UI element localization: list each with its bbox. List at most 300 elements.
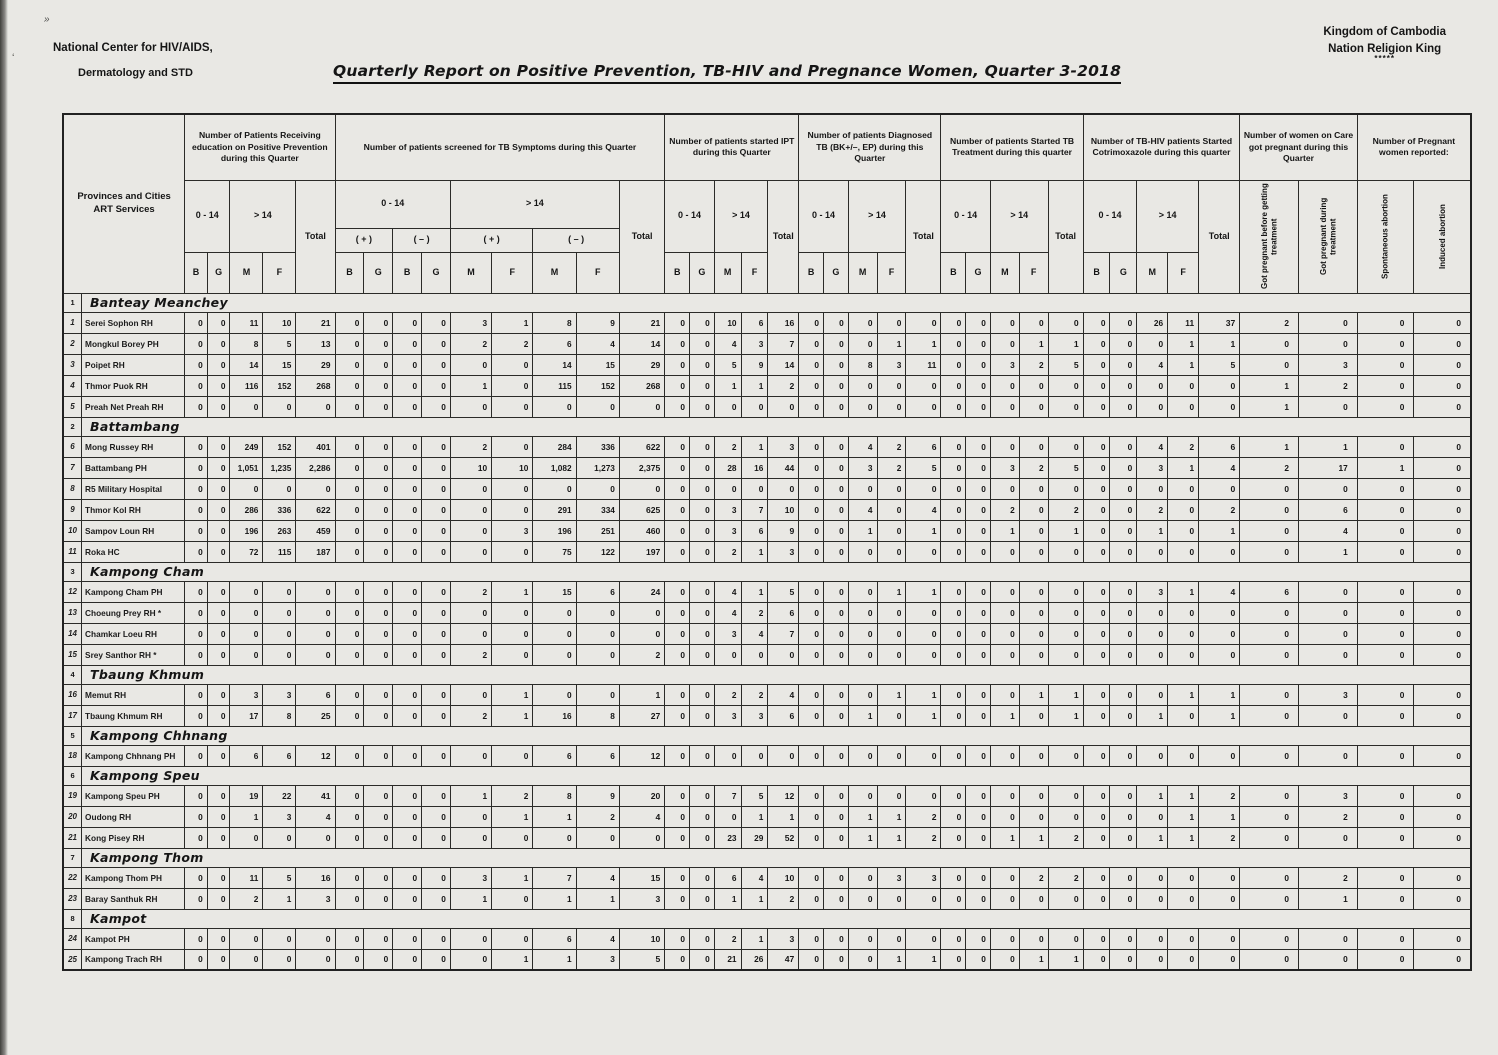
value-cell: 0 — [1168, 623, 1199, 644]
facility-name: Battambang PH — [82, 457, 185, 478]
value-cell: 1 — [450, 888, 491, 909]
value-cell: 0 — [1299, 827, 1358, 848]
value-cell: 0 — [799, 644, 824, 665]
scan-speck: » — [44, 14, 50, 25]
value-cell: 0 — [335, 541, 364, 562]
facility-row — [63, 499, 1471, 520]
value-cell: 0 — [393, 499, 422, 520]
value-cell: 2 — [714, 541, 741, 562]
scan-edge-artifact — [0, 0, 8, 1055]
value-cell: 0 — [185, 602, 208, 623]
subheader-negative: ( – ) — [393, 228, 451, 252]
value-cell: 6 — [768, 705, 799, 726]
value-cell: 0 — [690, 949, 715, 970]
value-cell: 0 — [1048, 478, 1083, 499]
value-cell: 0 — [1137, 333, 1168, 354]
subheader-positive: ( + ) — [335, 228, 393, 252]
subheader-female: F — [576, 252, 619, 293]
value-cell: 0 — [1110, 827, 1137, 848]
subheader-girls: G — [207, 252, 230, 293]
value-cell: 0 — [1019, 541, 1048, 562]
value-cell: 1 — [576, 888, 619, 909]
facility-name: Roka HC — [82, 541, 185, 562]
facility-number: 17 — [63, 705, 82, 726]
value-cell: 0 — [966, 827, 991, 848]
facility-number: 6 — [63, 436, 82, 457]
value-cell: 0 — [1168, 745, 1199, 766]
value-cell: 0 — [690, 457, 715, 478]
value-cell: 0 — [799, 457, 824, 478]
value-cell: 0 — [450, 520, 491, 541]
subheader-total: Total — [296, 180, 335, 293]
provinces-line2: ART Services — [93, 203, 155, 215]
value-cell: 0 — [1240, 623, 1299, 644]
value-cell: 2 — [1240, 312, 1299, 333]
value-cell: 0 — [1110, 888, 1137, 909]
value-cell: 0 — [665, 478, 690, 499]
value-cell: 0 — [741, 644, 768, 665]
value-cell: 0 — [1168, 867, 1199, 888]
value-cell: 3 — [848, 457, 877, 478]
value-cell: 3 — [990, 457, 1019, 478]
subheader-total: Total — [906, 180, 941, 293]
value-cell: 0 — [1048, 806, 1083, 827]
value-cell: 3 — [576, 949, 619, 970]
value-cell: 0 — [1199, 478, 1240, 499]
value-cell: 0 — [823, 867, 848, 888]
value-cell: 0 — [263, 949, 296, 970]
value-cell: 0 — [364, 354, 393, 375]
value-cell: 21 — [619, 312, 664, 333]
subheader-male: M — [848, 252, 877, 293]
value-cell: 0 — [422, 499, 451, 520]
value-cell: 2 — [741, 684, 768, 705]
value-cell: 0 — [665, 333, 690, 354]
value-cell: 4 — [848, 499, 877, 520]
value-cell: 6 — [1199, 436, 1240, 457]
value-cell: 0 — [1083, 499, 1110, 520]
value-cell: 0 — [1240, 499, 1299, 520]
value-cell: 0 — [263, 623, 296, 644]
value-cell: 0 — [848, 396, 877, 417]
value-cell: 115 — [533, 375, 576, 396]
value-cell: 1 — [492, 581, 533, 602]
value-cell: 13 — [296, 333, 335, 354]
value-cell: 0 — [799, 333, 824, 354]
value-cell: 0 — [690, 396, 715, 417]
facility-name: Choeung Prey RH * — [82, 602, 185, 623]
facility-number: 18 — [63, 745, 82, 766]
value-cell: 2,375 — [619, 457, 664, 478]
value-cell: 0 — [1240, 867, 1299, 888]
value-cell: 0 — [1168, 928, 1199, 949]
value-cell: 3 — [296, 888, 335, 909]
value-cell: 47 — [768, 949, 799, 970]
value-cell: 2 — [450, 644, 491, 665]
value-cell: 1 — [1048, 333, 1083, 354]
value-cell: 336 — [576, 436, 619, 457]
value-cell: 1 — [877, 333, 906, 354]
group-header-education: Number of Patients Receiving education on Positive Prevention during this Quarter — [185, 114, 335, 180]
facility-row — [63, 478, 1471, 499]
value-cell: 0 — [1110, 541, 1137, 562]
value-cell: 0 — [1414, 581, 1471, 602]
value-cell: 0 — [422, 354, 451, 375]
section-number: 5 — [63, 726, 82, 745]
value-cell: 0 — [941, 827, 966, 848]
value-cell: 3 — [714, 520, 741, 541]
value-cell: 0 — [1168, 644, 1199, 665]
value-cell: 0 — [990, 928, 1019, 949]
value-cell: 0 — [619, 478, 664, 499]
value-cell: 8 — [533, 785, 576, 806]
value-cell: 0 — [1168, 375, 1199, 396]
value-cell: 4 — [576, 928, 619, 949]
value-cell: 0 — [1019, 436, 1048, 457]
value-cell: 0 — [393, 806, 422, 827]
value-cell: 0 — [364, 705, 393, 726]
value-cell: 0 — [1240, 745, 1299, 766]
value-cell: 3 — [714, 623, 741, 644]
value-cell: 0 — [823, 806, 848, 827]
value-cell: 0 — [207, 745, 230, 766]
value-cell: 1 — [1299, 541, 1358, 562]
value-cell: 0 — [422, 684, 451, 705]
value-cell: 0 — [848, 684, 877, 705]
value-cell: 0 — [941, 312, 966, 333]
value-cell: 187 — [296, 541, 335, 562]
value-cell: 0 — [665, 520, 690, 541]
value-cell: 0 — [990, 333, 1019, 354]
value-cell: 11 — [906, 354, 941, 375]
value-cell: 0 — [1168, 478, 1199, 499]
value-cell: 0 — [576, 623, 619, 644]
facility-number: 20 — [63, 806, 82, 827]
value-cell: 0 — [941, 949, 966, 970]
value-cell: 0 — [263, 827, 296, 848]
value-cell: 0 — [1414, 478, 1471, 499]
value-cell: 0 — [207, 705, 230, 726]
value-cell: 0 — [848, 644, 877, 665]
value-cell: 1 — [877, 806, 906, 827]
value-cell: 0 — [1110, 478, 1137, 499]
value-cell: 0 — [665, 457, 690, 478]
value-cell: 15 — [263, 354, 296, 375]
value-cell: 1 — [1137, 705, 1168, 726]
value-cell: 0 — [665, 354, 690, 375]
value-cell: 9 — [576, 312, 619, 333]
value-cell: 0 — [1414, 354, 1471, 375]
value-cell: 1 — [230, 806, 263, 827]
value-cell: 0 — [364, 806, 393, 827]
value-cell: 0 — [1299, 644, 1358, 665]
facility-name: Kampong Thom PH — [82, 867, 185, 888]
value-cell: 0 — [1357, 785, 1414, 806]
facility-number: 15 — [63, 644, 82, 665]
value-cell: 0 — [1110, 785, 1137, 806]
section-province-name: Kampong Speu — [82, 766, 1471, 785]
value-cell: 0 — [1019, 499, 1048, 520]
value-cell: 0 — [185, 396, 208, 417]
value-cell: 2 — [741, 602, 768, 623]
value-cell: 0 — [877, 644, 906, 665]
value-cell: 0 — [1083, 581, 1110, 602]
value-cell: 0 — [1110, 684, 1137, 705]
value-cell: 401 — [296, 436, 335, 457]
value-cell: 0 — [335, 333, 364, 354]
value-cell: 0 — [422, 396, 451, 417]
value-cell: 0 — [823, 520, 848, 541]
value-cell: 0 — [1299, 312, 1358, 333]
value-cell: 0 — [450, 499, 491, 520]
value-cell: 0 — [714, 396, 741, 417]
section-province-name: Kampot — [82, 909, 1471, 928]
province-section-row — [63, 417, 1471, 436]
value-cell: 0 — [185, 333, 208, 354]
value-cell: 15 — [576, 354, 619, 375]
value-cell: 196 — [533, 520, 576, 541]
value-cell: 0 — [1083, 602, 1110, 623]
value-cell: 0 — [1019, 375, 1048, 396]
value-cell: 0 — [1414, 499, 1471, 520]
value-cell: 0 — [690, 499, 715, 520]
section-number: 3 — [63, 562, 82, 581]
value-cell: 0 — [576, 396, 619, 417]
value-cell: 4 — [714, 581, 741, 602]
value-cell: 0 — [1048, 928, 1083, 949]
value-cell: 0 — [1240, 602, 1299, 623]
value-cell: 0 — [1240, 827, 1299, 848]
value-cell: 0 — [207, 396, 230, 417]
value-cell: 0 — [1357, 806, 1414, 827]
value-cell: 0 — [1199, 396, 1240, 417]
value-cell: 0 — [941, 644, 966, 665]
value-cell: 0 — [690, 354, 715, 375]
facility-number: 22 — [63, 867, 82, 888]
facility-row — [63, 623, 1471, 644]
value-cell: 1 — [877, 581, 906, 602]
kingdom-stars: ***** — [1374, 54, 1395, 64]
value-cell: 0 — [1199, 602, 1240, 623]
subheader-girls: G — [422, 252, 451, 293]
value-cell: 1 — [906, 333, 941, 354]
value-cell: 1 — [533, 806, 576, 827]
value-cell: 0 — [1168, 888, 1199, 909]
value-cell: 0 — [741, 396, 768, 417]
value-cell: 0 — [823, 478, 848, 499]
value-cell: 0 — [941, 436, 966, 457]
value-cell: 0 — [848, 333, 877, 354]
value-cell: 0 — [1137, 745, 1168, 766]
value-cell: 10 — [492, 457, 533, 478]
value-cell: 0 — [422, 623, 451, 644]
value-cell: 0 — [906, 602, 941, 623]
value-cell: 1 — [741, 928, 768, 949]
value-cell: 0 — [1019, 928, 1048, 949]
value-cell: 2 — [1019, 867, 1048, 888]
value-cell: 75 — [533, 541, 576, 562]
value-cell: 6 — [714, 867, 741, 888]
facility-row — [63, 375, 1471, 396]
value-cell: 0 — [393, 827, 422, 848]
facility-row — [63, 644, 1471, 665]
value-cell: 0 — [533, 644, 576, 665]
value-cell: 0 — [533, 684, 576, 705]
subheader-male: M — [533, 252, 576, 293]
value-cell: 0 — [941, 623, 966, 644]
subheader-male: M — [450, 252, 491, 293]
value-cell: 0 — [1083, 333, 1110, 354]
value-cell: 3 — [714, 705, 741, 726]
value-cell: 0 — [1199, 745, 1240, 766]
value-cell: 44 — [768, 457, 799, 478]
value-cell: 0 — [450, 396, 491, 417]
value-cell: 2 — [906, 827, 941, 848]
value-cell: 0 — [1110, 312, 1137, 333]
value-cell: 0 — [335, 785, 364, 806]
value-cell: 0 — [799, 827, 824, 848]
value-cell: 0 — [990, 684, 1019, 705]
value-cell: 0 — [492, 602, 533, 623]
value-cell: 0 — [1083, 928, 1110, 949]
value-cell: 0 — [1137, 928, 1168, 949]
value-cell: 0 — [1199, 375, 1240, 396]
facility-number: 25 — [63, 949, 82, 970]
facility-row — [63, 581, 1471, 602]
value-cell: 1,051 — [230, 457, 263, 478]
facility-number: 19 — [63, 785, 82, 806]
value-cell: 0 — [364, 541, 393, 562]
value-cell: 0 — [393, 581, 422, 602]
facility-name: Oudong RH — [82, 806, 185, 827]
value-cell: 0 — [1110, 745, 1137, 766]
value-cell: 0 — [335, 623, 364, 644]
value-cell: 0 — [1048, 375, 1083, 396]
value-cell: 1 — [1137, 520, 1168, 541]
value-cell: 2 — [1048, 867, 1083, 888]
value-cell: 1 — [492, 949, 533, 970]
value-cell: 0 — [799, 623, 824, 644]
value-cell: 152 — [263, 375, 296, 396]
value-cell: 0 — [1019, 623, 1048, 644]
value-cell: 0 — [335, 644, 364, 665]
value-cell: 0 — [823, 375, 848, 396]
facility-name: Poipet RH — [82, 354, 185, 375]
value-cell: 4 — [1137, 436, 1168, 457]
value-cell: 1 — [1240, 375, 1299, 396]
value-cell: 0 — [1019, 644, 1048, 665]
value-cell: 0 — [1414, 644, 1471, 665]
value-cell: 268 — [619, 375, 664, 396]
value-cell: 0 — [335, 867, 364, 888]
value-cell: 1 — [1199, 705, 1240, 726]
section-number: 1 — [63, 293, 82, 312]
value-cell: 2 — [1240, 457, 1299, 478]
value-cell: 625 — [619, 499, 664, 520]
value-cell: 0 — [533, 396, 576, 417]
value-cell: 0 — [422, 602, 451, 623]
value-cell: 0 — [230, 623, 263, 644]
value-cell: 2 — [1199, 827, 1240, 848]
value-cell: 0 — [364, 827, 393, 848]
value-cell: 3 — [714, 499, 741, 520]
value-cell: 1 — [877, 827, 906, 848]
facility-row — [63, 457, 1471, 478]
value-cell: 3 — [263, 806, 296, 827]
value-cell: 0 — [823, 457, 848, 478]
value-cell: 2 — [450, 333, 491, 354]
value-cell: 0 — [690, 478, 715, 499]
subheader-age-0-14: 0 - 14 — [799, 180, 848, 252]
value-cell: 1 — [492, 806, 533, 827]
value-cell: 263 — [263, 520, 296, 541]
value-cell: 0 — [1240, 785, 1299, 806]
value-cell: 0 — [823, 436, 848, 457]
facility-row — [63, 745, 1471, 766]
value-cell: 0 — [990, 478, 1019, 499]
value-cell: 0 — [393, 602, 422, 623]
value-cell: 16 — [768, 312, 799, 333]
value-cell: 0 — [877, 312, 906, 333]
value-cell: 0 — [990, 785, 1019, 806]
value-cell: 0 — [714, 806, 741, 827]
value-cell: 0 — [207, 312, 230, 333]
value-cell: 0 — [1168, 949, 1199, 970]
value-cell: 0 — [990, 867, 1019, 888]
value-cell: 14 — [768, 354, 799, 375]
value-cell: 4 — [1199, 457, 1240, 478]
value-cell: 0 — [335, 745, 364, 766]
value-cell: 0 — [335, 478, 364, 499]
value-cell: 22 — [263, 785, 296, 806]
value-cell: 0 — [185, 684, 208, 705]
value-cell: 5 — [714, 354, 741, 375]
value-cell: 0 — [335, 684, 364, 705]
value-cell: 25 — [296, 705, 335, 726]
value-cell: 0 — [848, 867, 877, 888]
value-cell: 0 — [848, 478, 877, 499]
value-cell: 0 — [990, 602, 1019, 623]
group-header-diagnosed: Number of patients Diagnosed TB (BK+/–, EP) during this Quarter — [799, 114, 941, 180]
value-cell: 0 — [1414, 602, 1471, 623]
value-cell: 4 — [1137, 354, 1168, 375]
value-cell: 0 — [941, 541, 966, 562]
value-cell: 2 — [714, 928, 741, 949]
value-cell: 0 — [1019, 396, 1048, 417]
value-cell: 0 — [1414, 375, 1471, 396]
facility-name: Mongkul Borey PH — [82, 333, 185, 354]
value-cell: 17 — [230, 705, 263, 726]
value-cell: 0 — [576, 684, 619, 705]
value-cell: 1 — [619, 684, 664, 705]
value-cell: 14 — [230, 354, 263, 375]
value-cell: 0 — [492, 827, 533, 848]
value-cell: 0 — [1357, 888, 1414, 909]
value-cell: 0 — [207, 949, 230, 970]
value-cell: 0 — [799, 745, 824, 766]
value-cell: 0 — [1357, 436, 1414, 457]
facility-name: Chamkar Loeu RH — [82, 623, 185, 644]
value-cell: 0 — [665, 745, 690, 766]
value-cell: 0 — [741, 745, 768, 766]
value-cell: 0 — [768, 644, 799, 665]
value-cell: 0 — [335, 354, 364, 375]
value-cell: 1 — [1019, 684, 1048, 705]
value-cell: 0 — [185, 745, 208, 766]
value-cell: 0 — [335, 436, 364, 457]
value-cell: 3 — [741, 333, 768, 354]
value-cell: 0 — [1357, 354, 1414, 375]
